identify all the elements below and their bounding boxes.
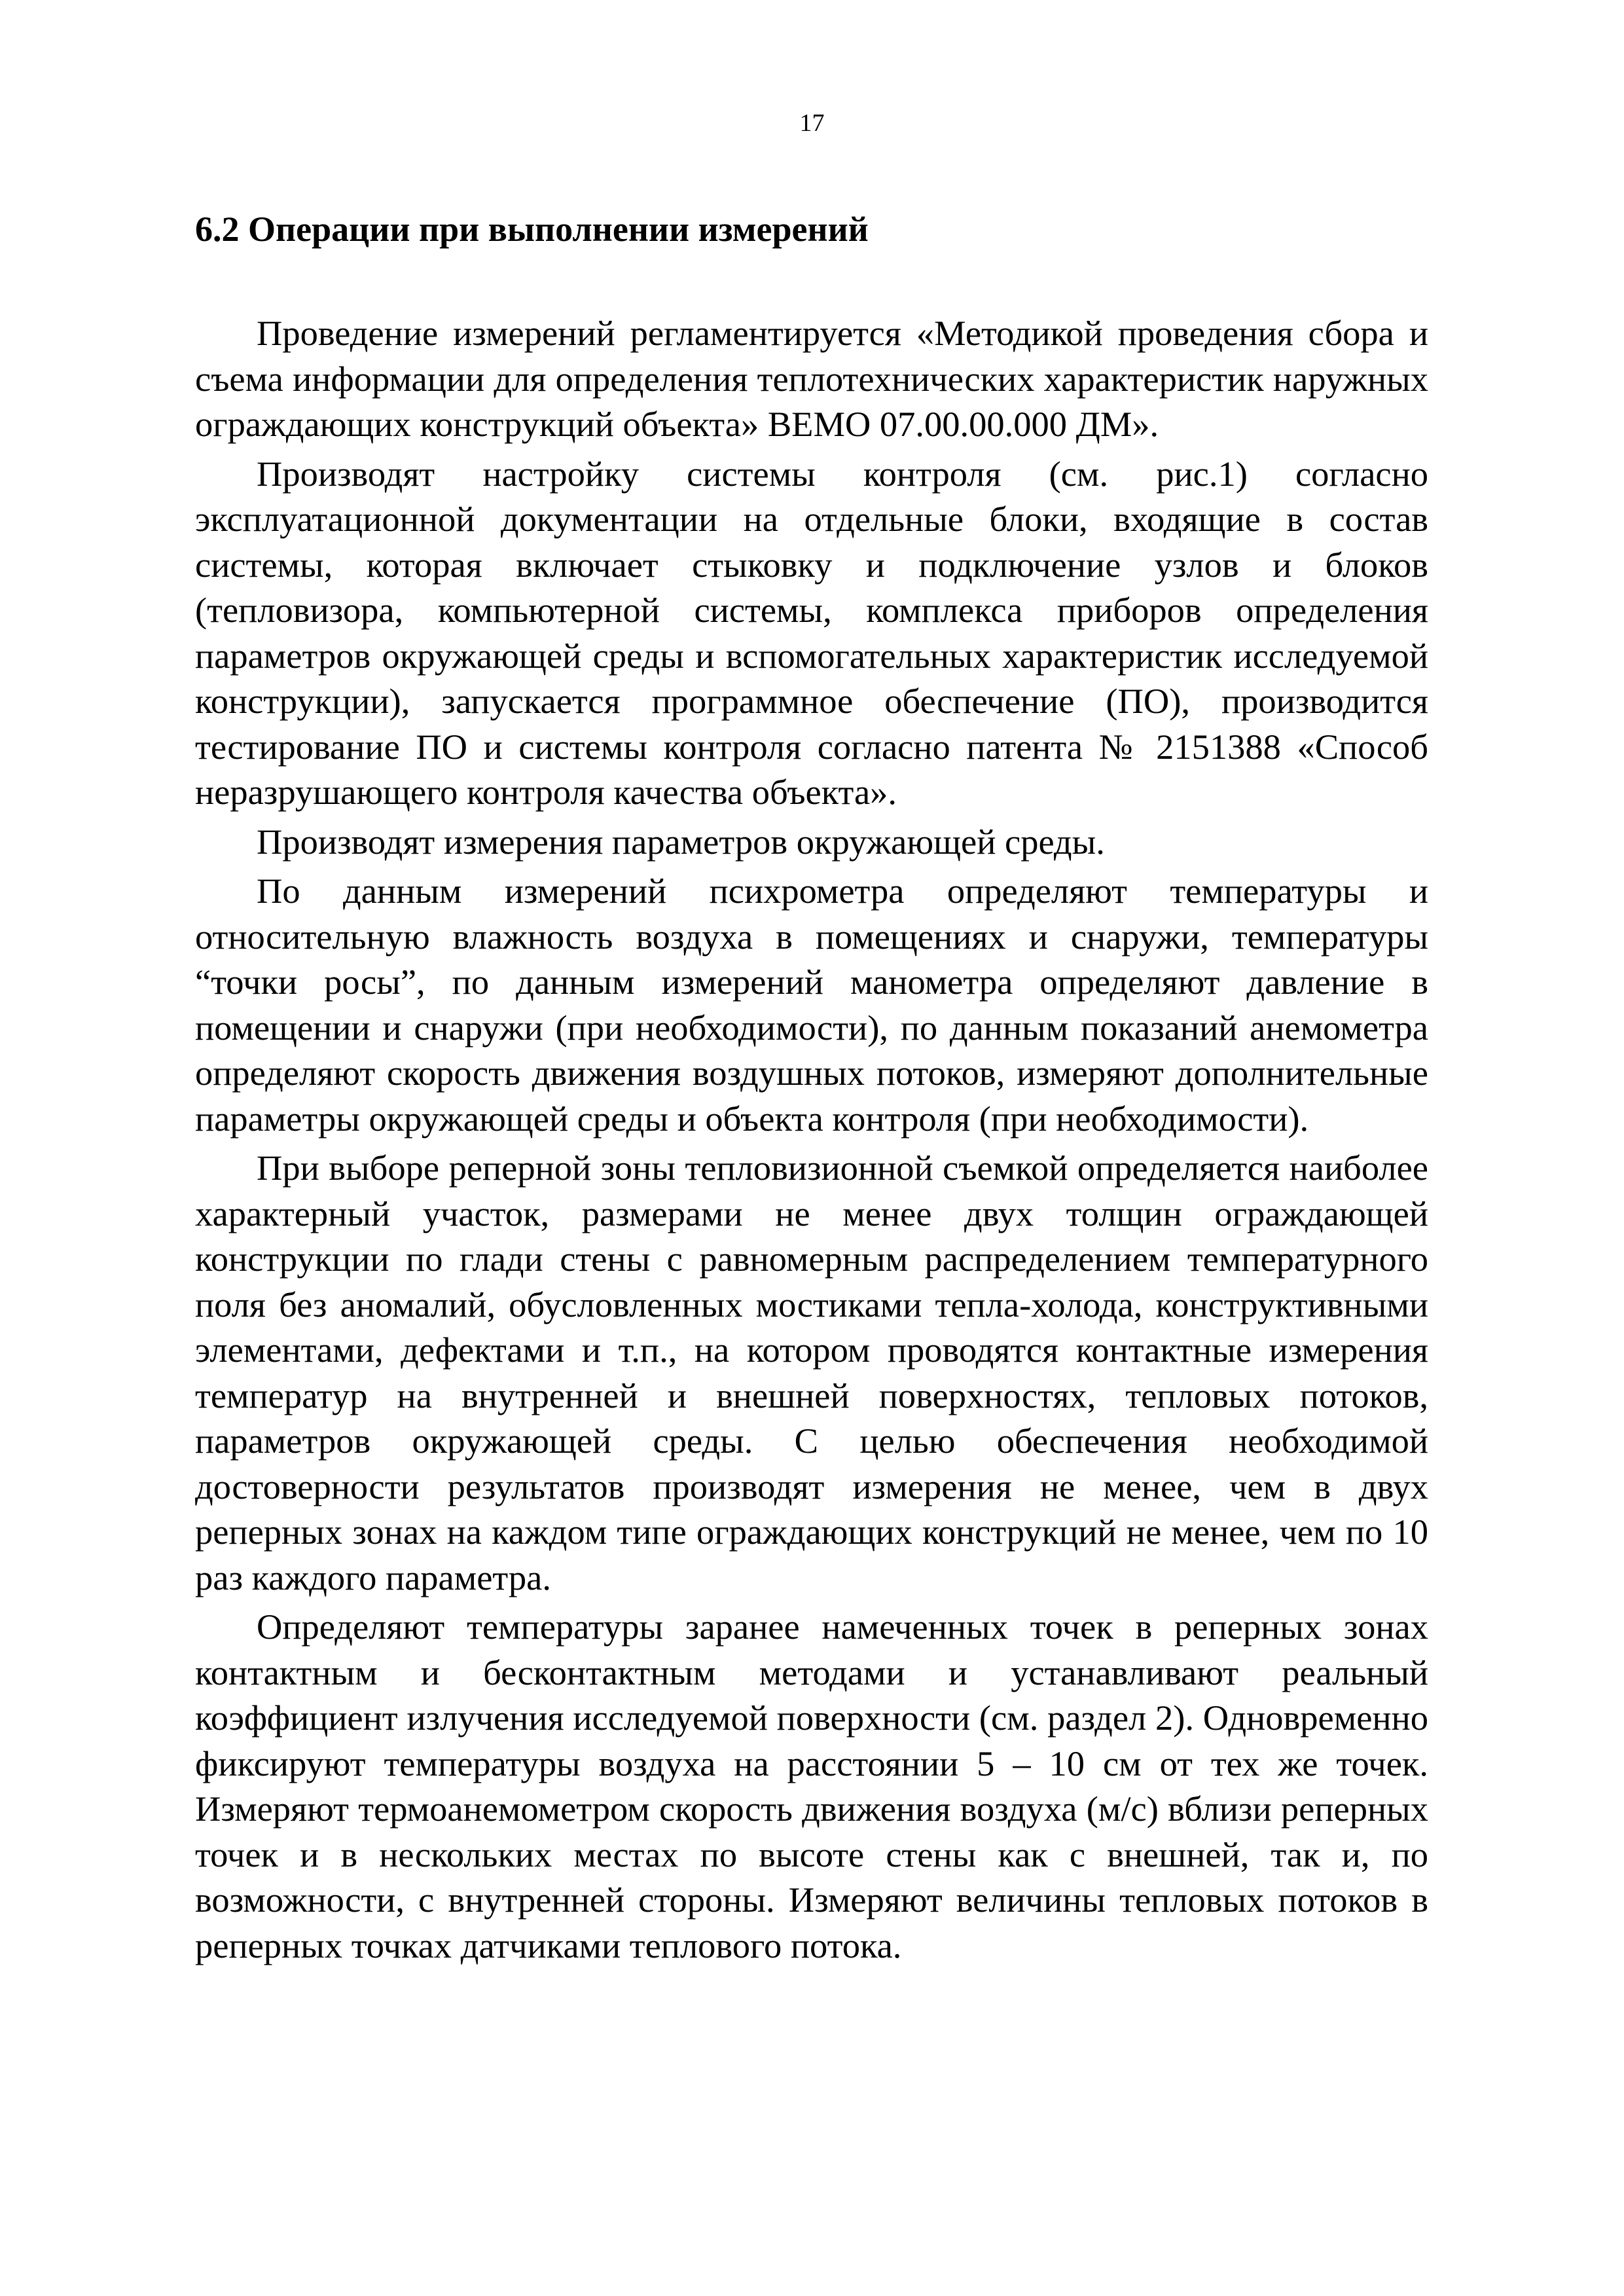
section-heading: 6.2 Операции при выполнении измерений [195, 210, 869, 249]
paragraph-environment-measurement: Производят измерения параметров окружающей среды. [257, 821, 1105, 862]
paragraph-measurement-regulation: Проведение измерений регламентируется «Методикой проведения сбора и съема информации для определения теплотехнических характеристик наружных ограждающих конструкций объекта» ВЕМО 07.00.00.000 ДМ». [195, 313, 1428, 444]
paragraph-system-setup: Производят настройку системы контроля (см. рис.1) согласно эксплуатационной документации на отдельные блоки, входящие в состав системы, которая включает стыковку и подключение узлов и блоков (тепловизора, компьютерной системы, комплекса приборов определения параметров окружающей среды и вспомогательных характеристик исследуемой конструкции), запускается программное обеспечение (ПО), производится тестирование ПО и системы контроля согласно патента № 2151388 «Способ неразрушающего контроля качества объекта». [195, 453, 1428, 812]
paragraph-instrument-readings: По данным измерений психрометра определяют температуры и относительную влажность воздуха в помещениях и снаружи, температуры “точки росы”, по данным измерений манометра определяют давление в помещении и снаружи (при необходимости), по данным показаний анемометра определяют скорость движения воздушных потоков, измеряют дополнительные параметры окружающей среды и объекта контроля (при необходимости). [195, 871, 1428, 1139]
paragraph-temperature-points: Определяют температуры заранее намеченных точек в реперных зонах контактным и бесконтактным методами и устанавливают реальный коэффициент излучения исследуемой поверхности (см. раздел 2). Одновременно фиксируют температуры воздуха на расстоянии 5 – 10 см от тех же точек. Измеряют термоанемометром скорость движения воздуха (м/с) вблизи реперных точек и в нескольких местах по высоте стены как с внешней, так и, по возможности, с внутренней стороны. Измеряют величины тепловых потоков в реперных точках датчиками теплового потока. [195, 1607, 1428, 1965]
page-number: 17 [799, 109, 825, 137]
paragraph-reference-zone: При выборе реперной зоны тепловизионной съемкой определяется наиболее характерный участок, размерами не менее двух толщин ограждающей конструкции по глади стены с равномерным распределением температурного поля без аномалий, обусловленных мостиками тепла-холода, конструктивными элементами, дефектами и т.п., на котором проводятся контактные измерения температур на внутренней и внешней поверхностях, тепловых потоков, параметров окружающей среды. С целью обеспечения необходимой достоверности результатов производят измерения не менее, чем в двух реперных зонах на каждом типе ограждающих конструкций не менее, чем по 10 раз каждого параметра. [195, 1148, 1428, 1597]
section-body [195, 208, 1428, 1972]
